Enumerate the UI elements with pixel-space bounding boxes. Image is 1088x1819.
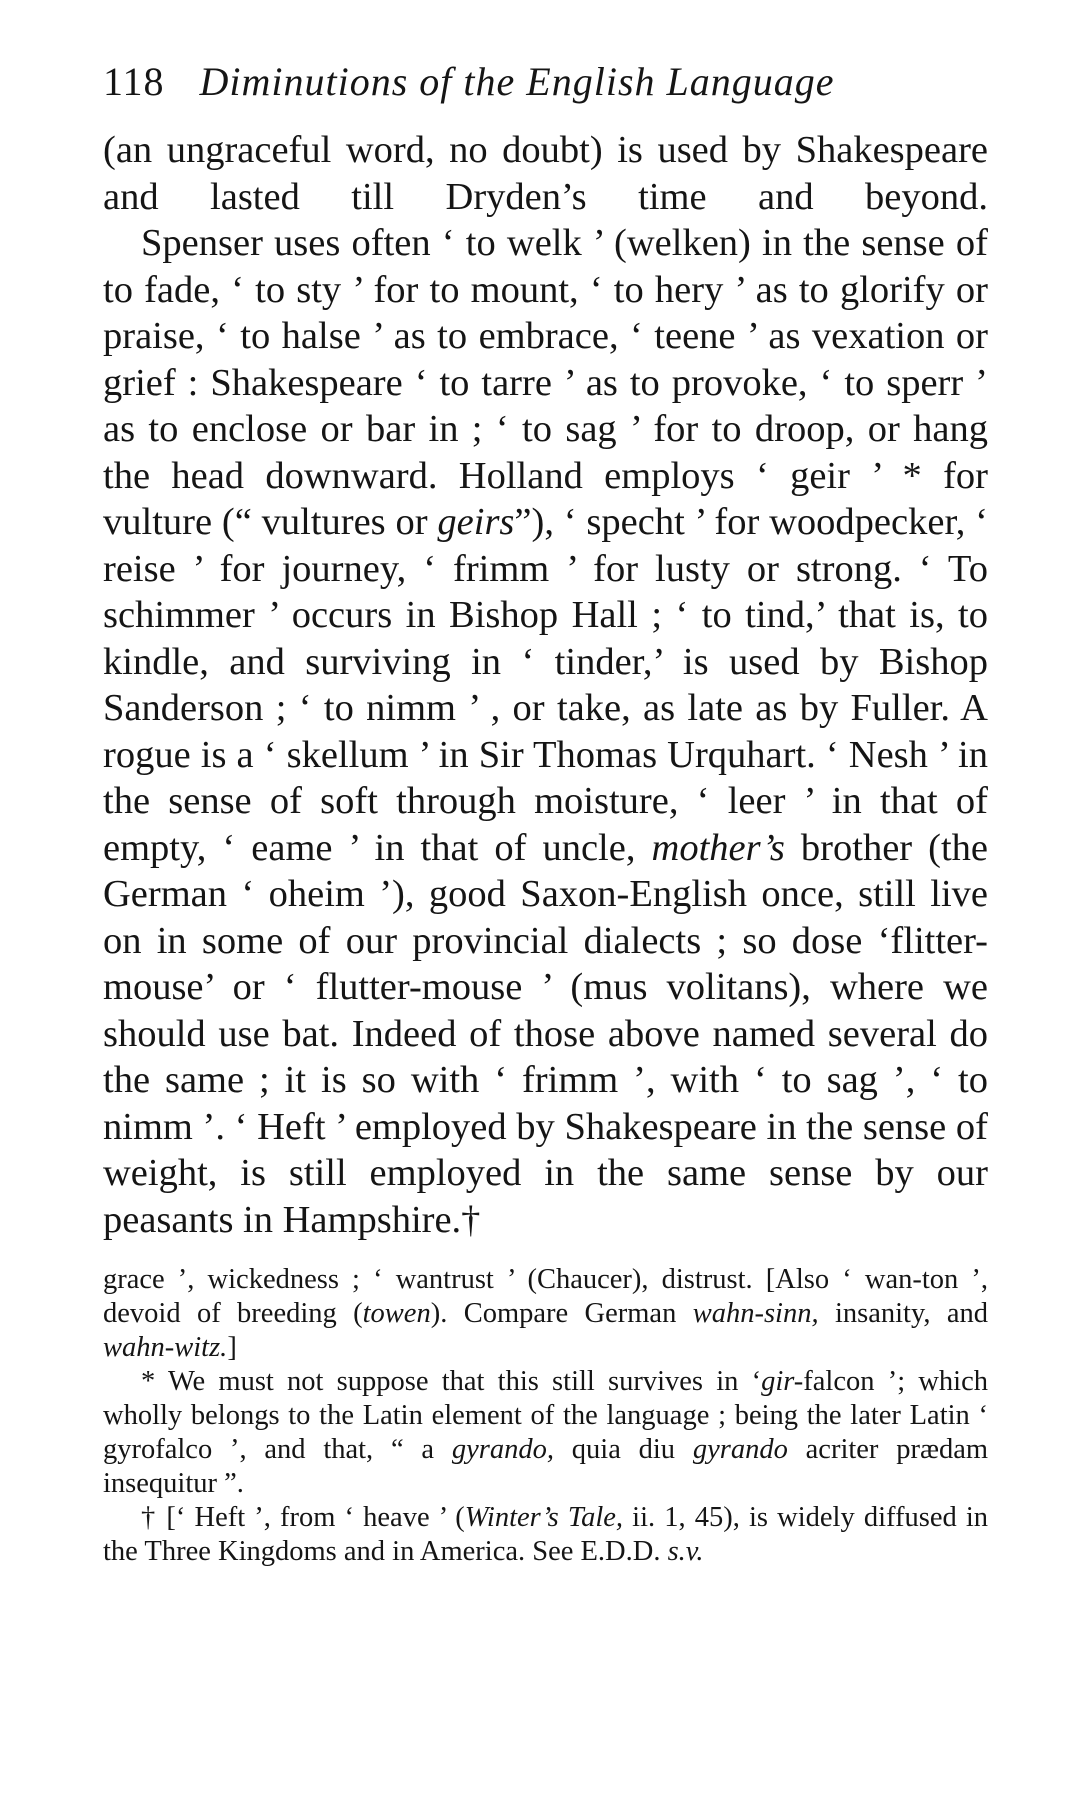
footnotes bbox=[103, 1263, 988, 1569]
footnote-dagger bbox=[103, 1501, 988, 1569]
footnote-asterisk-text-d: acriter prædam insequitur ”. bbox=[103, 1434, 989, 1499]
italic-geirs: geirs bbox=[437, 501, 515, 543]
footnote-continued-text-b: ). Compare German bbox=[430, 1298, 677, 1329]
footnote-continued-text-a: grace ’, wickedness ; ‘ wantrust ’ (Chaucer), distrust. [Also ‘ wan-ton ’, devoid of breeding ( bbox=[103, 1264, 988, 1329]
paragraph-2-text-b: ”), ‘ specht ’ for woodpecker, ‘ reise ’ for journey, ‘ frimm ’ for lusty or strong. ‘ To schimmer ’ occurs in Bishop Hall ; ‘ to tind,’ that is, to kindle, and surviving in ‘ tinder,’ is used by Bishop Sanderson ; ‘ to nimm ’ , or take, as late as by Fuller. A rogue is a ‘ skellum ’ in Sir Thomas Urquhart. ‘ Nesh ’ in the sense of soft through moisture, ‘ leer ’ in that of empty, ‘ eame ’ in that of uncle, bbox=[103, 501, 989, 869]
book-page bbox=[103, 58, 988, 1569]
footnote-continued-text-d: ] bbox=[227, 1332, 237, 1363]
italic-wahn-witz: wahn-witz. bbox=[103, 1332, 228, 1363]
footnote-dagger-text-a: † [‘ Heft ’, from ‘ heave ’ ( bbox=[141, 1502, 465, 1533]
main-text bbox=[103, 127, 988, 1243]
italic-winters-tale: Winter’s Tale, bbox=[464, 1502, 624, 1533]
footnote-continued-text-c: insanity, and bbox=[834, 1298, 989, 1329]
italic-gyrando-2: gyrando bbox=[692, 1434, 788, 1465]
italic-gir: gir- bbox=[761, 1366, 804, 1397]
italic-mothers: mother’s bbox=[651, 826, 785, 869]
running-head-title: Diminutions of the English Language bbox=[199, 59, 835, 104]
italic-wahn-sinn: wahn-sinn, bbox=[692, 1298, 819, 1329]
footnote-asterisk-text-a: * We must not suppose that this still survives in ‘ bbox=[141, 1366, 762, 1397]
footnote-asterisk bbox=[103, 1365, 988, 1501]
paragraph-2-text-a: Spenser uses often ‘ to welk ’ (welken) in the sense of to fade, ‘ to sty ’ for to mount, ‘ to hery ’ as to glorify or praise, ‘ to halse ’ as to embrace, ‘ teene ’ as vexation or grief : Shakespeare ‘ to tarre ’ as to provoke, ‘ to sperr ’ as to enclose or bar in ; ‘ to sag ’ for to droop, or hang the head downward. Holland employs ‘ geir ’ * for vulture (“ vultures or bbox=[103, 222, 988, 543]
page-number: 118 bbox=[103, 59, 165, 104]
footnote-asterisk-text-c: quia diu bbox=[571, 1434, 676, 1465]
paragraph-2-text-c: brother (the German ‘ oheim ’), good Saxon-English once, still live on in some of our provincial dialects ; so dose ‘flitter-mouse’ or ‘ flutter-mouse ’ (mus volitans), where we should use bat. Indeed of those above named several do the same ; it is so with ‘ frimm ’, with ‘ to sag ’, ‘ to nimm ’. ‘ Heft ’ employed by Shakespeare in the sense of weight, is still employed in the same sense by our peasants in Hampshire.† bbox=[103, 826, 989, 1241]
running-head bbox=[103, 58, 988, 105]
italic-gyrando-1: gyrando, bbox=[451, 1434, 554, 1465]
italic-sv: s.v. bbox=[667, 1536, 704, 1567]
paragraph-1: (an ungraceful word, no doubt) is used by Shakespeare and lasted till Dryden’s time and beyond. bbox=[103, 129, 988, 218]
paragraph-2 bbox=[103, 220, 988, 1243]
footnote-continued bbox=[103, 1263, 988, 1365]
footnote-dagger-text-b: ii. 1, 45), is widely diffused in the Three Kingdoms and in America. See E.D.D. bbox=[103, 1502, 989, 1567]
footnote-asterisk-text-b: falcon ’; which wholly belongs to the Latin element of the language ; being the later Latin ‘ gyrofalco ’, and that, “ a bbox=[103, 1366, 988, 1465]
italic-towen: towen bbox=[362, 1298, 431, 1329]
